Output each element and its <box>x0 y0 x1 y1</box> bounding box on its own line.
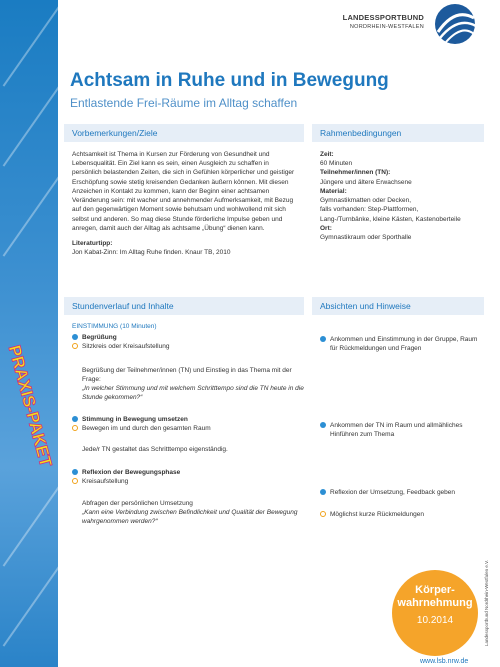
block-reflexion-detail <box>72 499 304 527</box>
brand-text <box>343 13 424 31</box>
hinweis-4: Möglichst kurze Rückmeldungen <box>330 511 424 518</box>
block-stimmung-text: Jede/r TN gestaltet das Schritttempo eigenständig. <box>82 445 228 453</box>
material-line-2: falls vorhanden: Step-Plattformen, <box>320 206 419 214</box>
brand-line-1: LANDESSPORTBUND <box>342 13 424 22</box>
material-label: Material: <box>320 187 347 195</box>
block-begruessung-title: Begrüßung <box>82 334 117 342</box>
block-stimmung-title: Stimmung in Bewegung umsetzen <box>82 415 188 423</box>
hinweis-4-row <box>320 510 480 519</box>
material-line-3: Lang-/Turnbänke, kleine Kästen, Kastenoberteile <box>320 215 461 223</box>
block-reflexion-form: Kreisaufstellung <box>82 478 129 486</box>
block-begruessung-detail <box>72 366 304 403</box>
zeit-value: 60 Minuten <box>320 160 353 168</box>
badge-line-2: wahrnehmung <box>397 596 473 609</box>
content-bullet-icon <box>320 336 326 342</box>
block-begruessung-text: Begrüßung der Teilnehmer/innen (TN) und Einstieg in das Thema mit der Frage: <box>82 366 292 383</box>
hinweis-2: Ankommen der TN im Raum und allmähliches Hinführen zum Thema <box>330 422 463 439</box>
block-begruessung-quote: „In welcher Stimmung und mit welchem Schritttempo sind die TN heute in die Stunde gekommen?“ <box>82 385 304 402</box>
block-reflexion-form-row <box>72 477 304 486</box>
stage-label: EINSTIMMUNG (10 Minuten) <box>72 323 157 330</box>
block-reflexion-quote: „Kann eine Verbindung zwischen Befindlichkeit und Qualität der Bewegung wahrgenommen werden?“ <box>82 508 298 526</box>
content-bullet-icon <box>72 334 78 340</box>
block-begruessung-form-row <box>72 342 304 351</box>
content-bullet-icon <box>320 489 326 495</box>
brand-emblem-icon <box>430 2 480 46</box>
heading-rahmen: Rahmenbedingungen <box>320 128 402 138</box>
block-stimmung-detail <box>72 445 304 454</box>
stundenverlauf-column <box>72 322 304 526</box>
heading-stundenverlauf: Stundenverlauf und Inhalte <box>72 301 174 311</box>
block-stimmung-title-row <box>72 415 304 424</box>
block-reflexion-title-row <box>72 468 304 477</box>
ort-label: Ort: <box>320 224 332 232</box>
organisation-bullet-icon <box>72 343 78 349</box>
heading-absichten: Absichten und Hinweise <box>320 301 411 311</box>
block-reflexion-text: Abfragen der persönlichen Umsetzung <box>82 499 193 507</box>
block-begruessung-title-row <box>72 333 304 342</box>
hinweis-1: Ankommen und Einstimmung in der Gruppe, Raum für Rückmeldungen und Fragen <box>330 336 478 353</box>
block-reflexion-title: Reflexion der Bewegungsphase <box>82 469 181 477</box>
badge-line-1: Körper- <box>415 584 455 596</box>
block-begruessung-form: Sitzkreis oder Kreisaufstellung <box>82 343 170 351</box>
footer-url-link[interactable]: www.lsb.nrw.de <box>420 658 469 665</box>
zeit-label: Zeit: <box>320 151 334 158</box>
block-stimmung-form-row <box>72 424 304 433</box>
topic-badge <box>392 570 478 656</box>
hinweis-3: Reflexion der Umsetzung, Feedback geben <box>330 489 456 496</box>
literaturtipp-text: Jon Kabat-Zinn: Im Alltag Ruhe finden. Knaur TB, 2010 <box>72 249 231 257</box>
left-color-stripe <box>0 0 58 667</box>
rahmen-column <box>320 150 480 242</box>
content-bullet-icon <box>72 416 78 422</box>
vorbemerkungen-paragraph: Achtsamkeit ist Thema in Kursen zur Förderung von Gesundheit und Lebensqualität. Ein Ziel kann es sein, einen Ausgleich zu schaffen in persönlich belastenden Zeiten, die sich in Gefühlen körperlicher und geistiger Erschöpfung sowie stetig kreisenden Gedanken äußern können. Mit diesen Anzeichen in Kontakt zu kommen, kann der Beginn einer achtsamen Veränderung sein: mit wacher und annehmender Aufmerksamkeit, mit Bezug auf den gegenwärtigen Moment sowie behutsam und wohlwollend mit sich selbst und anderen. So mag diese Stunde förderliche Impulse geben und anregen, damit auch der Alltag als achtsame „Übung“ dienen kann. <box>72 151 295 232</box>
heading-vorbemerkungen: Vorbemerkungen/Ziele <box>72 128 158 138</box>
hinweis-2-row <box>320 421 480 439</box>
hinweis-1-row <box>320 335 480 353</box>
praxis-logo-text: PRAXIS-PAKET <box>4 343 56 470</box>
vorbemerkungen-column <box>72 150 298 257</box>
praxis-paket-logo <box>4 300 56 500</box>
vertical-credit: Landessportbund Nordrhein-Westfalen e.V. <box>484 560 489 647</box>
tn-value: Jüngere und ältere Erwachsene <box>320 178 412 186</box>
organisation-bullet-icon <box>72 478 78 484</box>
content-bullet-icon <box>72 469 78 475</box>
organisation-bullet-icon <box>320 511 326 517</box>
block-stimmung-form: Bewegen im und durch den gesamten Raum <box>82 424 211 432</box>
hinweis-3-row <box>320 488 480 497</box>
tn-label: Teilnehmer/innen (TN): <box>320 169 391 177</box>
badge-date: 10.2014 <box>416 615 454 627</box>
organisation-bullet-icon <box>72 425 78 431</box>
page-title: Achtsam in Ruhe und in Bewegung <box>70 70 389 91</box>
ort-value: Gymnastikraum oder Sporthalle <box>320 233 412 241</box>
page-subtitle: Entlastende Frei-Räume im Alltag schaffen <box>70 96 298 110</box>
material-line-1: Gymnastikmatten oder Decken, <box>320 197 412 205</box>
brand-line-2: NORDRHEIN-WESTFALEN <box>349 23 424 30</box>
content-bullet-icon <box>320 422 326 428</box>
literaturtipp-heading: Literaturtipp: <box>72 239 113 247</box>
